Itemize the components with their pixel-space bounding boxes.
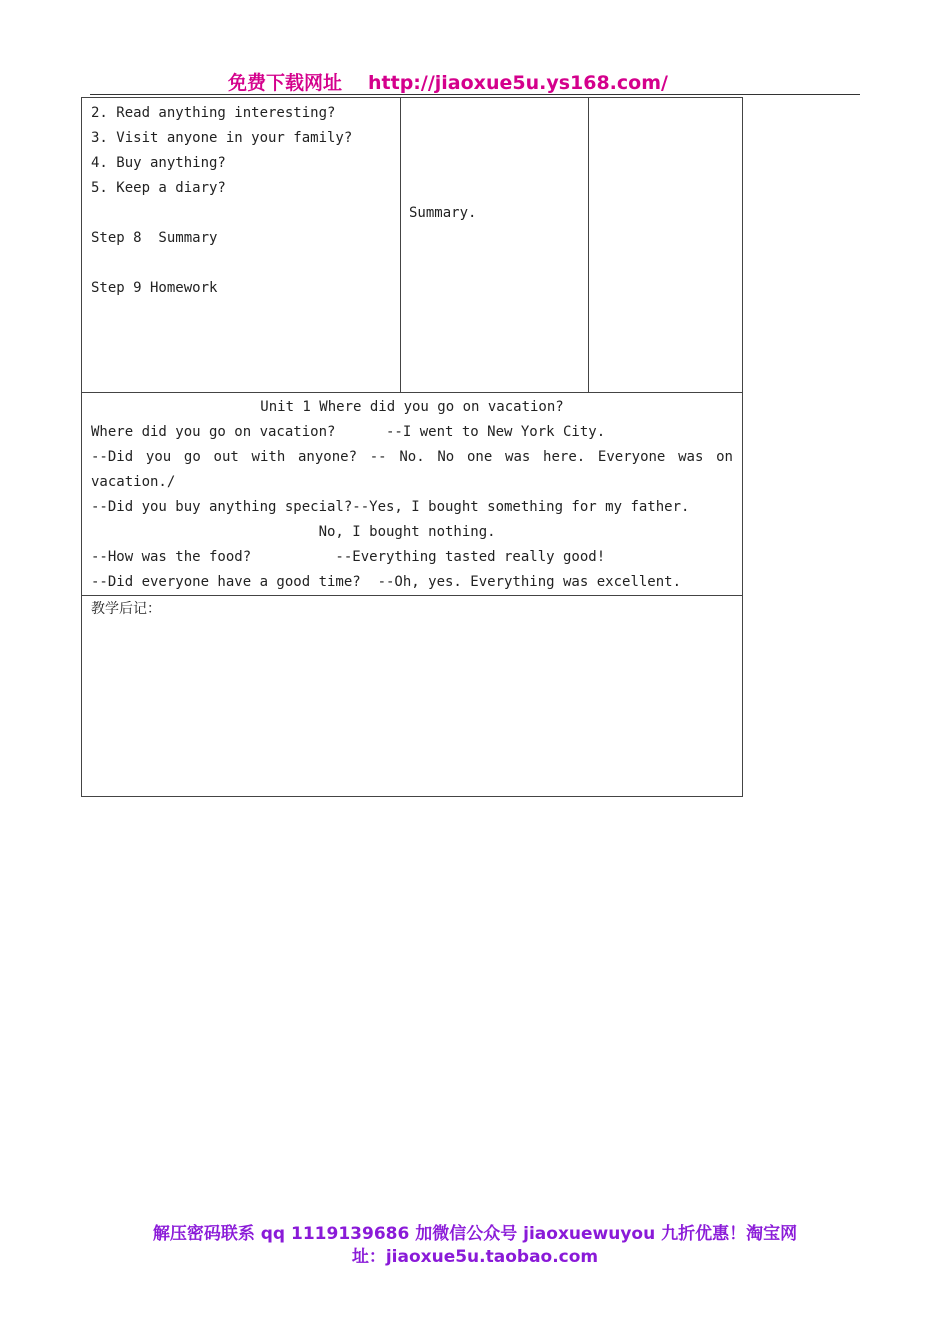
- notes-row: [82, 596, 743, 797]
- dialogue-line: --Did everyone have a good time? --Oh, yes. Everything was excellent.: [91, 574, 682, 590]
- footer-line-2[interactable]: 址：jiaoxue5u.taobao.com: [351, 1247, 599, 1267]
- blank-line: [91, 251, 391, 276]
- question-5: 5. Keep a diary?: [91, 180, 226, 196]
- teaching-steps-cell: [82, 98, 401, 393]
- unit-row: [82, 393, 743, 596]
- lesson-table: [81, 97, 743, 797]
- dialogue-line: Where did you go on vacation? --I went to New York City.: [91, 424, 606, 440]
- teaching-reflection-cell: [82, 596, 743, 797]
- header-url-link[interactable]: http://jiaoxue5u.ys168.com/: [368, 72, 668, 94]
- notes-column-cell: [589, 98, 743, 393]
- dialogue-line: vacation./: [91, 474, 176, 490]
- question-3: 3. Visit anyone in your family?: [91, 130, 353, 146]
- question-2: 2. Read anything interesting?: [91, 105, 336, 121]
- dialogue-line: --How was the food? --Everything tasted really good!: [91, 549, 606, 565]
- dialogue-line: --Did you buy anything special?--Yes, I bought something for my father.: [91, 499, 690, 515]
- summary-text: Summary.: [409, 205, 477, 221]
- step-8-summary: Step 8 Summary: [91, 230, 218, 246]
- teaching-reflection-label: 教学后记：: [91, 601, 161, 617]
- student-activity-cell: [401, 98, 589, 393]
- unit-title: Unit 1 Where did you go on vacation?: [260, 399, 564, 415]
- footer-line-1: 解压密码联系 qq 1119139686 加微信公众号 jiaoxuewuyou 九折优惠！淘宝网: [152, 1224, 798, 1244]
- step-9-homework: Step 9 Homework: [91, 280, 218, 296]
- blank-line: [91, 201, 391, 226]
- dialogue-line: No, I bought nothing.: [91, 524, 496, 540]
- question-4: 4. Buy anything?: [91, 155, 226, 171]
- page-header: [90, 64, 860, 95]
- lesson-steps-row: [82, 98, 743, 393]
- blackboard-design-cell: [82, 393, 743, 596]
- header-site-label: 免费下载网址: [228, 72, 343, 94]
- header-text: [228, 68, 668, 95]
- dialogue-line: --Did you go out with anyone? -- No. No one was here. Everyone was on: [91, 449, 733, 465]
